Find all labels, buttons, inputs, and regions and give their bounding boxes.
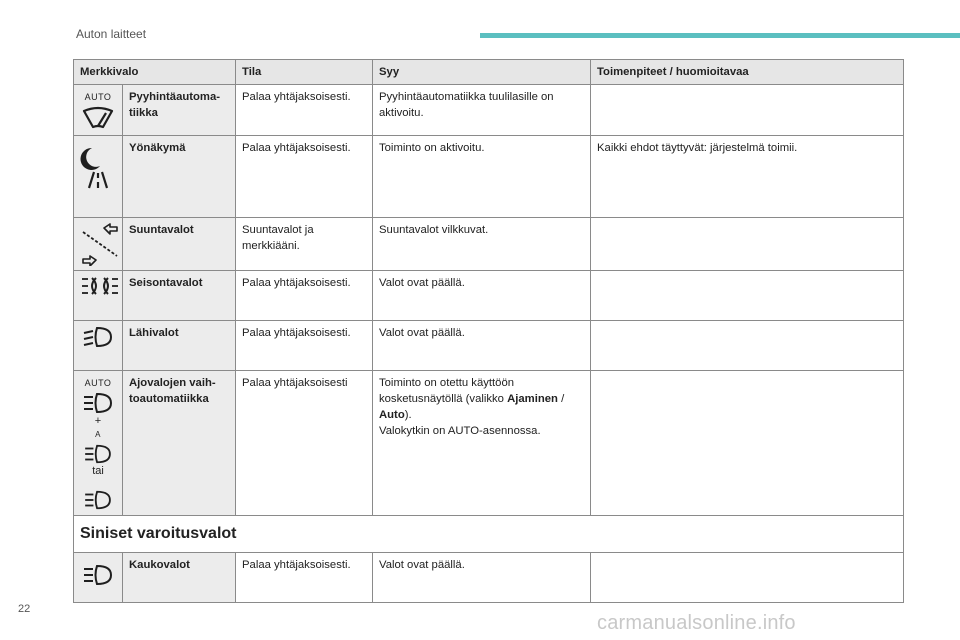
column-header: Syy xyxy=(373,60,591,85)
icon-cell xyxy=(74,218,123,271)
table-row xyxy=(74,85,904,136)
icon-cell xyxy=(74,271,123,321)
cause-end: ). xyxy=(404,409,412,421)
light-action xyxy=(591,371,904,516)
wiper-auto-icon xyxy=(81,105,115,131)
light-action xyxy=(591,85,904,136)
menu-auto: Auto xyxy=(379,409,405,421)
light-action xyxy=(591,218,904,271)
table-row xyxy=(74,553,904,603)
table-row xyxy=(74,218,904,271)
table-row xyxy=(74,271,904,321)
light-name: Pyyhintäautoma-tiikka xyxy=(123,85,236,136)
light-name: Seisontavalot xyxy=(123,271,236,321)
light-state: Palaa yhtäjaksoisesti. xyxy=(236,271,373,321)
light-state: Palaa yhtäjaksoisesti. xyxy=(236,136,373,218)
warning-lights-table xyxy=(73,59,904,603)
cause-sep: / xyxy=(557,393,565,405)
high-beam-icon xyxy=(81,563,115,587)
light-name: Kaukovalot xyxy=(123,553,236,603)
column-header: Tila xyxy=(236,60,373,85)
menu-driving: Ajaminen xyxy=(507,393,558,405)
light-state: Suuntavalot ja merkkiääni. xyxy=(236,218,373,271)
auto-small-label: A xyxy=(95,430,101,439)
column-header: Merkkivalo xyxy=(74,60,236,85)
section-heading: Siniset varoitusvalot xyxy=(74,516,904,553)
high-beam-icon xyxy=(81,489,115,511)
light-name: Lähivalot xyxy=(123,321,236,371)
light-cause: Suuntavalot vilkkuvat. xyxy=(373,218,591,271)
light-state: Palaa yhtäjaksoisesti. xyxy=(236,85,373,136)
light-action xyxy=(591,271,904,321)
light-cause xyxy=(373,371,591,516)
parking-lights-icon xyxy=(80,275,120,297)
light-state: Palaa yhtäjaksoisesti xyxy=(236,371,373,516)
light-state: Palaa yhtäjaksoisesti. xyxy=(236,321,373,371)
turn-signal-icon xyxy=(80,222,120,266)
table-row xyxy=(74,321,904,371)
icon-cell xyxy=(74,371,123,516)
low-beam-icon xyxy=(81,325,115,349)
night-vision-icon xyxy=(80,146,116,190)
watermark: carmanualsonline.info xyxy=(597,612,796,634)
light-state: Palaa yhtäjaksoisesti. xyxy=(236,553,373,603)
light-action xyxy=(591,553,904,603)
light-cause: Valot ovat päällä. xyxy=(373,271,591,321)
light-action xyxy=(591,321,904,371)
icon-cell xyxy=(74,85,123,136)
table-row xyxy=(74,136,904,218)
light-name: Yönäkymä xyxy=(123,136,236,218)
auto-headlamp-icon xyxy=(81,391,115,415)
icon-cell xyxy=(74,321,123,371)
icon-cell xyxy=(74,553,123,603)
auto-label: AUTO xyxy=(84,92,112,102)
cause-text-2: Valokytkin on AUTO-asennossa. xyxy=(379,425,541,437)
header-bar xyxy=(480,33,960,38)
light-name: Suuntavalot xyxy=(123,218,236,271)
light-cause: Toiminto on aktivoitu. xyxy=(373,136,591,218)
icon-cell xyxy=(74,136,123,218)
plus-label: + xyxy=(94,415,102,427)
light-cause: Valot ovat päällä. xyxy=(373,553,591,603)
light-cause: Valot ovat päällä. xyxy=(373,321,591,371)
section-row xyxy=(74,516,904,553)
table-header-row xyxy=(74,60,904,85)
light-name: Ajovalojen vaih-toautomatiikka xyxy=(123,371,236,516)
cause-text: Toiminto on otettu käyttöön kosketusnäytöllä (valikko xyxy=(379,377,515,405)
section-title: Auton laitteet xyxy=(76,27,147,41)
or-label: tai xyxy=(92,465,104,477)
light-cause: Pyyhintäautomatiikka tuulilasille on aktivoitu. xyxy=(373,85,591,136)
light-action: Kaikki ehdot täyttyvät: järjestelmä toimii. xyxy=(591,136,904,218)
auto-label: AUTO xyxy=(84,378,112,388)
table-row xyxy=(74,371,904,516)
column-header: Toimenpiteet / huomioitavaa xyxy=(591,60,904,85)
auto-headlamp-icon xyxy=(81,443,115,465)
page-number: 22 xyxy=(18,603,31,615)
